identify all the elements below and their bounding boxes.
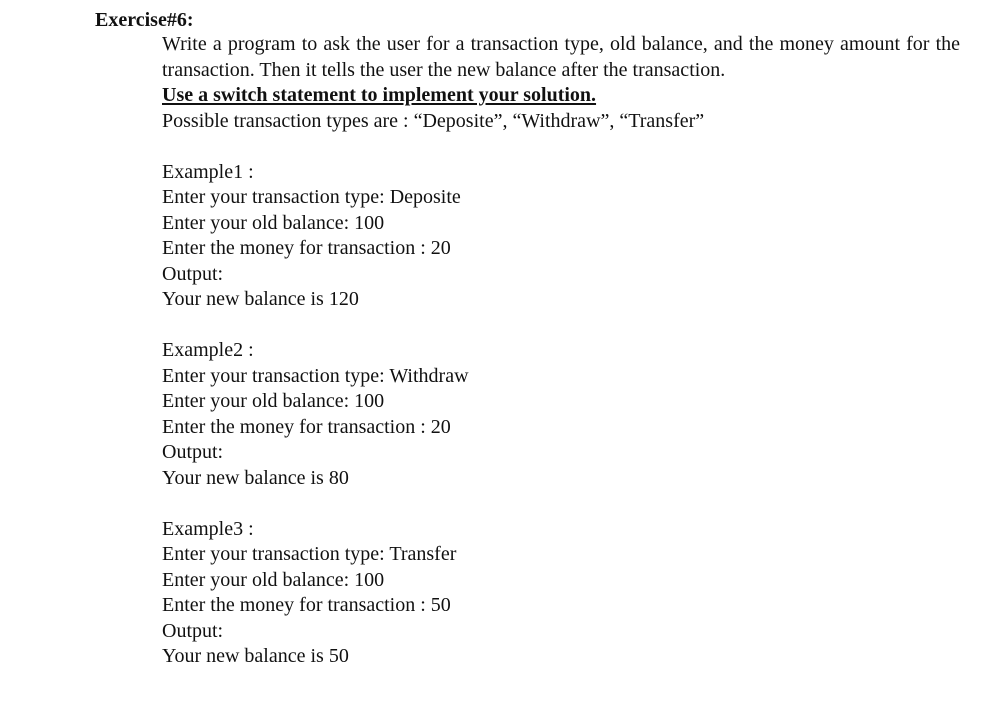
exercise-instruction: Use a switch statement to implement your solution. bbox=[162, 84, 597, 106]
spacer bbox=[162, 313, 960, 339]
exercise-body bbox=[162, 32, 960, 670]
example-money-prompt: Enter the money for transaction : 20 bbox=[162, 237, 451, 259]
example-balance-prompt: Enter your old balance: 100 bbox=[162, 211, 385, 234]
exercise-title: Exercise#6: bbox=[95, 9, 194, 31]
spacer bbox=[162, 491, 960, 517]
example-balance-prompt: Enter your old balance: 100 bbox=[162, 390, 385, 412]
example-output-label: Output: bbox=[162, 441, 224, 463]
example-result: Your new balance is 120 bbox=[162, 288, 359, 310]
example-result: Your new balance is 50 bbox=[162, 645, 349, 667]
example-heading: Example3 : bbox=[162, 517, 254, 540]
example-2 bbox=[162, 338, 960, 491]
example-output-label: Output: bbox=[162, 619, 224, 642]
example-output-label: Output: bbox=[162, 262, 224, 285]
example-money-prompt: Enter the money for transaction : 50 bbox=[162, 594, 451, 616]
exercise-description: Write a program to ask the user for a transaction type, old balance, and the money amount for the transaction. Then it tells the user the new balance after the transaction. bbox=[162, 33, 960, 81]
transaction-types-line: Possible transaction types are : “Deposite”, “Withdraw”, “Transfer” bbox=[162, 109, 705, 132]
example-result: Your new balance is 80 bbox=[162, 466, 349, 489]
example-type-prompt: Enter your transaction type: Deposite bbox=[162, 186, 461, 208]
spacer bbox=[162, 134, 960, 160]
example-heading: Example2 : bbox=[162, 339, 254, 361]
example-type-prompt: Enter your transaction type: Transfer bbox=[162, 543, 457, 565]
example-heading: Example1 : bbox=[162, 160, 254, 183]
example-1 bbox=[162, 160, 960, 313]
example-money-prompt: Enter the money for transaction : 20 bbox=[162, 415, 451, 438]
example-3 bbox=[162, 517, 960, 670]
example-balance-prompt: Enter your old balance: 100 bbox=[162, 568, 385, 591]
example-type-prompt: Enter your transaction type: Withdraw bbox=[162, 364, 469, 387]
